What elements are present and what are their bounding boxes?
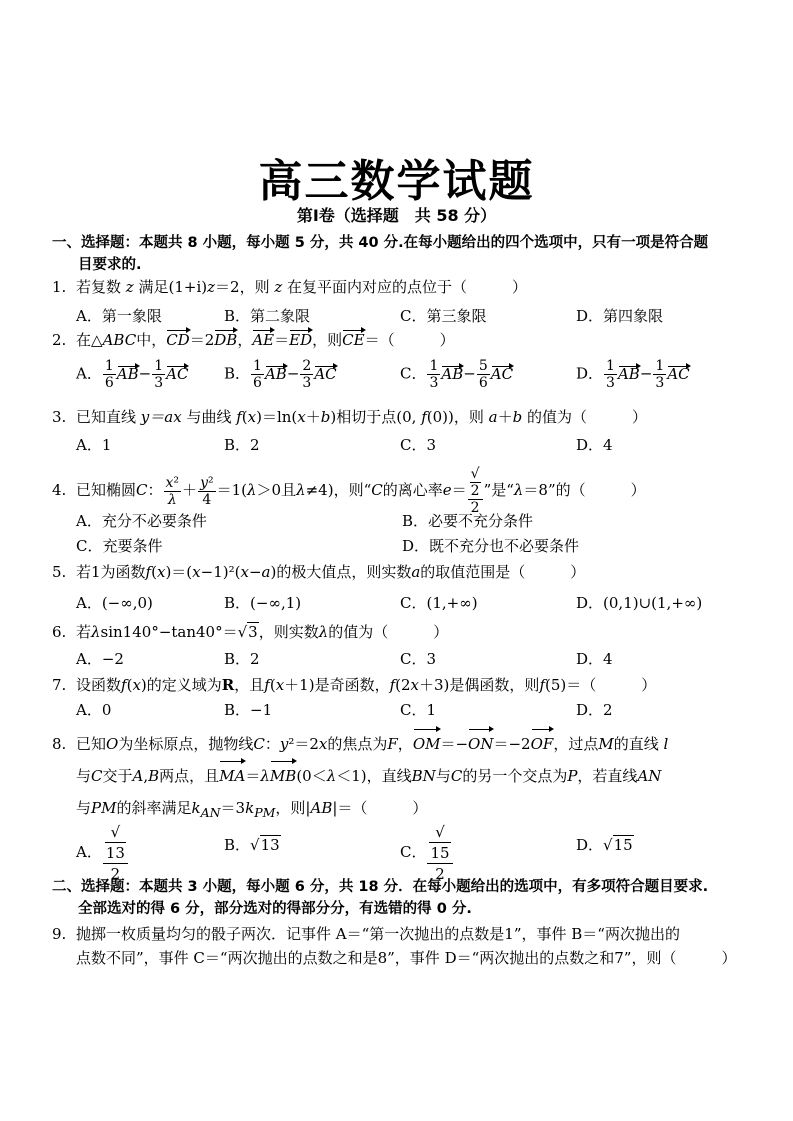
option-b[interactable]: B．√13 — [224, 836, 280, 854]
option-d[interactable]: D． $\frac{1}{3}$ AB− $\frac{1}{3}$ AC — [576, 358, 690, 391]
option-b[interactable]: B．第二象限 — [224, 307, 311, 325]
option-d[interactable]: D．(0,1)∪(1,+∞) — [576, 594, 703, 612]
option-d[interactable]: D．第四象限 — [576, 307, 664, 325]
page-title: 高三数学试题 — [258, 156, 535, 207]
option-c[interactable]: C．(1,+∞) — [400, 594, 478, 612]
option-d[interactable]: D．√15 — [576, 836, 633, 854]
option-b[interactable]: B．−1 — [224, 701, 273, 719]
question-7-options — [76, 699, 766, 725]
option-d[interactable]: D．4 — [576, 436, 613, 454]
question-5-options — [76, 592, 766, 618]
option-c[interactable]: C．充要条件 — [76, 537, 163, 555]
option-b[interactable]: B．必要不充分条件 — [402, 512, 534, 530]
option-b[interactable]: B．2 — [224, 436, 260, 454]
question-3-options — [76, 434, 766, 460]
option-b[interactable]: B．(−∞,1) — [224, 594, 302, 612]
page-subtitle: 第Ⅰ卷（选择题 共 58 分） — [296, 206, 497, 225]
option-a[interactable]: A．0 — [76, 701, 112, 719]
question-2: 2. 在△ABC中，CD＝2DB，AE＝ED，则CE＝（ ） — [52, 331, 455, 349]
question-6-options — [76, 648, 766, 674]
question-1: 1. 若复数 z 满足(1+i)z＝2，则 z 在复平面内对应的点位于（ ） — [52, 278, 528, 296]
option-a[interactable]: A．充分不必要条件 — [76, 512, 207, 530]
question-8-options — [76, 822, 766, 883]
section-2-instructions: 二、选择题：本题共 3 小题，每小题 6 分，共 18 分．在每小题给出的选项中，有多项符合题目要求. 全部选对的得 6 分，部分选对的得部分分，有选错的得 0 分. — [52, 879, 709, 917]
option-c[interactable]: C．3 — [400, 436, 437, 454]
question-4: 4. 已知椭圆C： $\frac{\text{x²}}{\lambda}$ ＋ $\frac{\text{y²}}{4}$ ＝1(λ＞0且λ≠4)，则“C的离心率e＝ √ 2 2 ”是“λ＝8”的（ ） — [52, 466, 646, 516]
question-8: 8. 已知O为坐标原点，抛物线C：y²＝2x的焦点为F，OM＝−ON＝−2OF，过点M的直线 l 与C交于A,B两点，且MA＝λMB(0＜λ＜1)，直线BN与C的另一个交点为P，若直线AN 与PM的斜率满足$k_{AN}=3k_{PM}$，则|AB|＝（ ） — [52, 728, 762, 829]
question-2-options — [76, 358, 766, 398]
option-a[interactable]: A．(−∞,0) — [76, 594, 153, 612]
option-a[interactable]: A．第一象限 — [76, 307, 162, 325]
option-a[interactable]: A．1 — [76, 436, 112, 454]
option-d[interactable]: D．既不充分也不必要条件 — [402, 537, 580, 555]
option-a[interactable]: A．−2 — [76, 650, 124, 668]
question-9: 9. 抛掷一枚质量均匀的骰子两次．记事件 A＝“第一次抛出的点数是1”，事件 B＝“两次抛出的 点数不同”，事件 C＝“两次抛出的点数之和是8”，事件 D＝“两次抛出的点数之和7”，则（ ） — [52, 925, 737, 967]
option-c[interactable]: C． $\frac{1}{3}$ AB− $\frac{5}{6}$ AC — [400, 358, 514, 391]
option-b[interactable]: B．2 — [224, 650, 260, 668]
option-d[interactable]: D．2 — [576, 701, 613, 719]
section-1-instructions: 一、选择题：本题共 8 小题，每小题 5 分，共 40 分.在每小题给出的四个选项中，只有一项是符合题 目要求的. — [52, 235, 709, 273]
option-d[interactable]: D．4 — [576, 650, 613, 668]
option-c[interactable]: C．第三象限 — [400, 307, 487, 325]
question-4-options-row1 — [76, 510, 766, 536]
option-c[interactable]: C． √ 15 2 — [400, 822, 454, 884]
question-5: 5. 若1为函数f(x)＝(x−1)²(x−a)的极大值点，则实数a的取值范围是（ ） — [52, 563, 586, 581]
question-6: 6. 若λsin140°−tan40°＝√3，则实数λ的值为（ ） — [52, 623, 449, 641]
option-c[interactable]: C．3 — [400, 650, 437, 668]
question-3: 3. 已知直线 y＝ax 与曲线 f(x)＝ln(x＋b)相切于点(0, f(0))，则 a＋b 的值为（ ） — [52, 408, 647, 426]
option-a[interactable]: A． $\frac{1}{6}$ AB− $\frac{1}{3}$ AC — [76, 358, 189, 391]
question-7: 7. 设函数f(x)的定义域为R，且f(x＋1)是奇函数，f(2x＋3)是偶函数，则f(5)＝（ ） — [52, 676, 657, 694]
question-1-options — [76, 305, 766, 331]
question-4-options-row2 — [76, 535, 766, 561]
option-b[interactable]: B． $\frac{1}{6}$ AB− $\frac{2}{3}$ AC — [224, 358, 337, 391]
option-c[interactable]: C．1 — [400, 701, 437, 719]
option-a[interactable]: A． √ 13 2 — [76, 822, 129, 884]
